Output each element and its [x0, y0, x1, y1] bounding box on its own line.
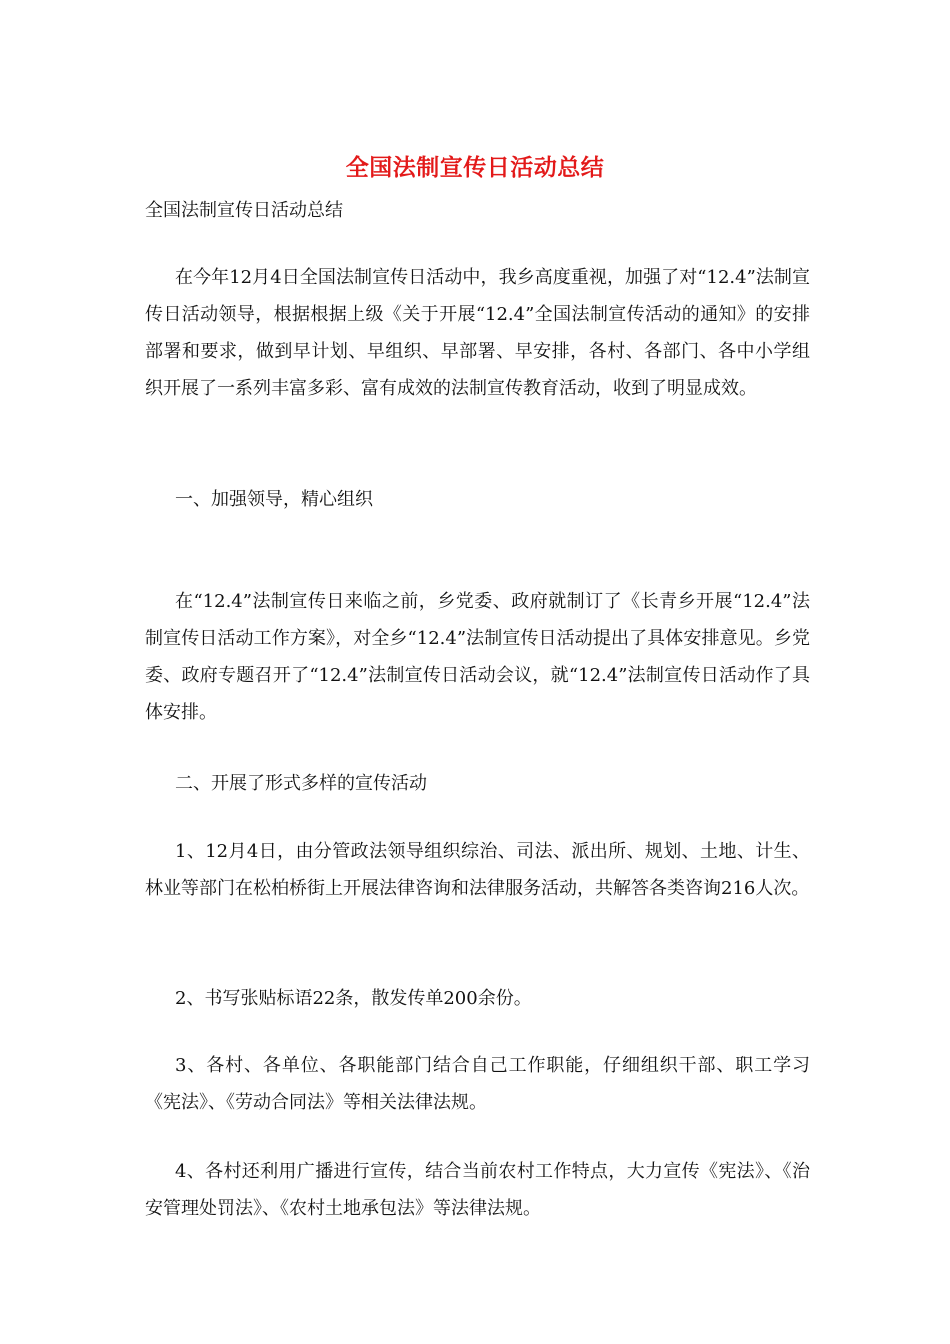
- activity-item-1: 1、12月4日，由分管政法领导组织综治、司法、派出所、规划、土地、计生、林业等部门在松柏桥街上开展法律咨询和法律服务活动，共解答各类咨询216人次。: [145, 841, 810, 899]
- activity-item-3: 3、各村、各单位、各职能部门结合自己工作职能，仔细组织干部、职工学习《宪法》、《劳动合同法》等相关法律法规。: [145, 1055, 810, 1113]
- activity-item-4: 4、各村还利用广播进行宣传，结合当前农村工作特点，大力宣传《宪法》、《治安管理处罚法》、《农村土地承包法》等法律法规。: [145, 1161, 810, 1219]
- section-heading-1: 一、加强领导，精心组织: [175, 489, 373, 510]
- activity-item-2: 2、书写张贴标语22条，散发传单200余份。: [175, 988, 532, 1009]
- document-subtitle: 全国法制宣传日活动总结: [145, 200, 343, 221]
- section-heading-2: 二、开展了形式多样的宣传活动: [175, 773, 427, 794]
- intro-paragraph: 在今年12月4日全国法制宣传日活动中，我乡高度重视，加强了对“12.4”法制宣传日活动领导，根据根据上级《关于开展“12.4”全国法制宣传活动的通知》的安排部署和要求，做到早计划、早组织、早部署、早安排，各村、各部门、各中小学组织开展了一系列丰富多彩、富有成效的法制宣传教育活动，收到了明显成效。: [145, 267, 810, 399]
- section-1-paragraph: 在“12.4”法制宣传日来临之前，乡党委、政府就制订了《长青乡开展“12.4”法制宣传日活动工作方案》，对全乡“12.4”法制宣传日活动提出了具体安排意见。乡党委、政府专题召开了“12.4”法制宣传日活动会议，就“12.4”法制宣传日活动作了具体安排。: [145, 591, 810, 723]
- document-title: 全国法制宣传日活动总结: [345, 155, 605, 181]
